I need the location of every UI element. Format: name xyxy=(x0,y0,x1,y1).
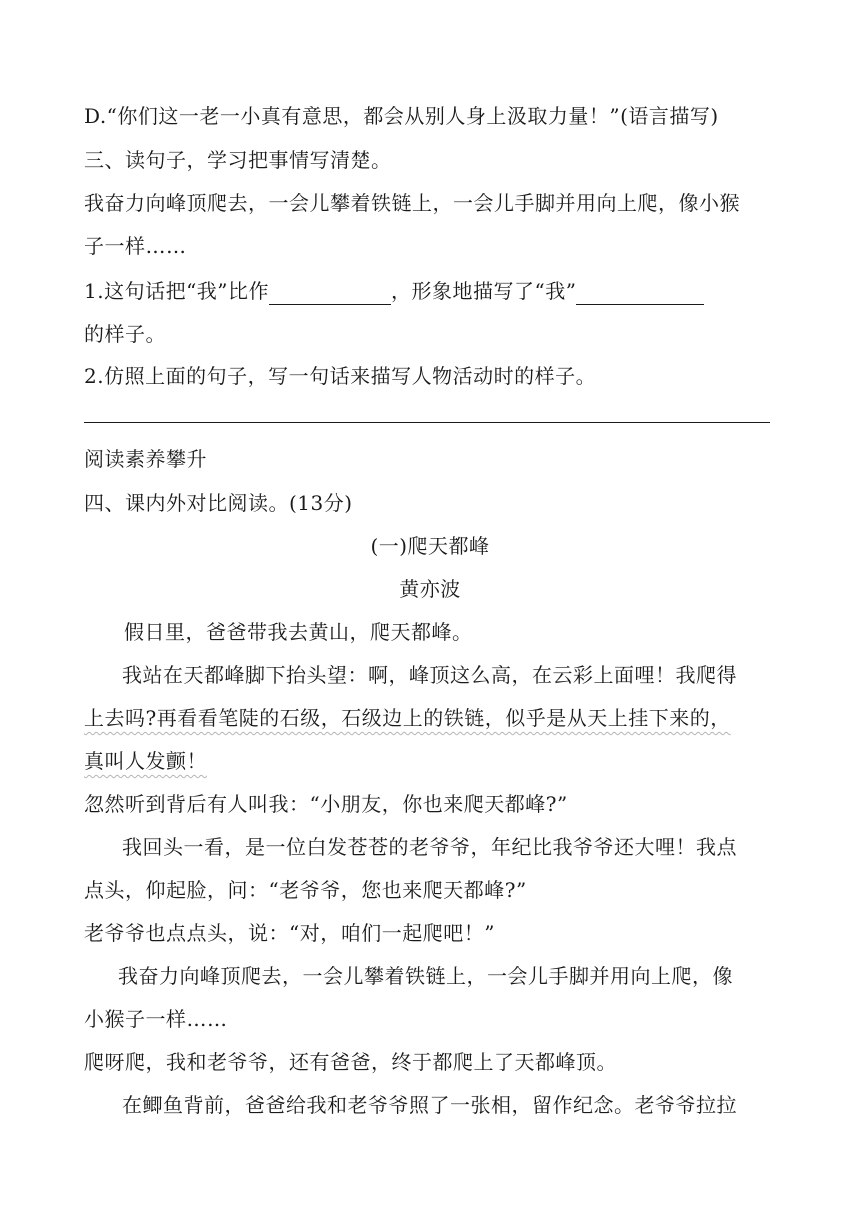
paragraph-3: 忽然听到背后有人叫我：“小朋友，你也来爬天都峰?” xyxy=(84,792,568,816)
answer-blank-2[interactable] xyxy=(576,282,704,305)
passage-author: 黄亦波 xyxy=(399,577,461,601)
question-1-middle: ，形象地描写了“我” xyxy=(391,279,577,303)
paragraph-2-line-3: 真叫人发颤！ xyxy=(84,749,207,773)
answer-blank-1[interactable] xyxy=(269,282,391,305)
paragraph-4-line-2: 点头，仰起脸，问：“老爷爷，您也来爬天都峰?” xyxy=(84,878,527,902)
question-1-continuation: 的样子。 xyxy=(84,322,166,346)
example-sentence-line-1: 我奋力向峰顶爬去，一会儿攀着铁链上，一会儿手脚并用向上爬，像小猴 xyxy=(84,191,740,215)
paragraph-6-line-1: 我奋力向峰顶爬去，一会儿攀着铁链上，一会儿手脚并用向上爬，像 xyxy=(118,964,733,988)
paragraph-2-line-1: 我站在天都峰脚下抬头望：啊，峰顶这么高，在云彩上面哩！我爬得 xyxy=(122,663,737,687)
paragraph-7: 爬呀爬，我和老爷爷，还有爸爸，终于都爬上了天都峰顶。 xyxy=(84,1050,617,1074)
example-sentence-line-2: 子一样…… xyxy=(84,234,187,258)
paragraph-5: 老爷爷也点点头，说：“对，咱们一起爬吧！” xyxy=(84,921,495,945)
passage-title: (一)爬天都峰 xyxy=(370,534,490,558)
question-1-prefix: 1.这句话把“我”比作 xyxy=(84,279,270,303)
option-d-text: D.“你们这一老一小真有意思，都会从别人身上汲取力量！”(语言描写) xyxy=(84,104,719,128)
paragraph-2-line-2: 上去吗?再看看笔陡的石级，石级边上的铁链，似乎是从天上挂下来的， xyxy=(84,706,731,730)
section-four-heading: 四、课内外对比阅读。(13分) xyxy=(84,491,353,515)
question-1-line xyxy=(84,277,704,305)
paragraph-4-line-1: 我回头一看，是一位白发苍苍的老爷爷，年纪比我爷爷还大哩！我点 xyxy=(122,835,737,859)
question-2-line: 2.仿照上面的句子，写一句话来描写人物活动时的样子。 xyxy=(84,364,597,388)
paragraph-8-line-1: 在鲫鱼背前，爸爸给我和老爷爷照了一张相，留作纪念。老爷爷拉拉 xyxy=(122,1093,737,1117)
section-label-reading: 阅读素养攀升 xyxy=(84,447,207,471)
paragraph-1: 假日里，爸爸带我去黄山，爬天都峰。 xyxy=(124,620,473,644)
paragraph-6-line-2: 小猴子一样…… xyxy=(84,1007,228,1031)
answer-line-full[interactable] xyxy=(84,422,770,423)
section-three-heading: 三、读句子，学习把事情写清楚。 xyxy=(84,148,392,172)
